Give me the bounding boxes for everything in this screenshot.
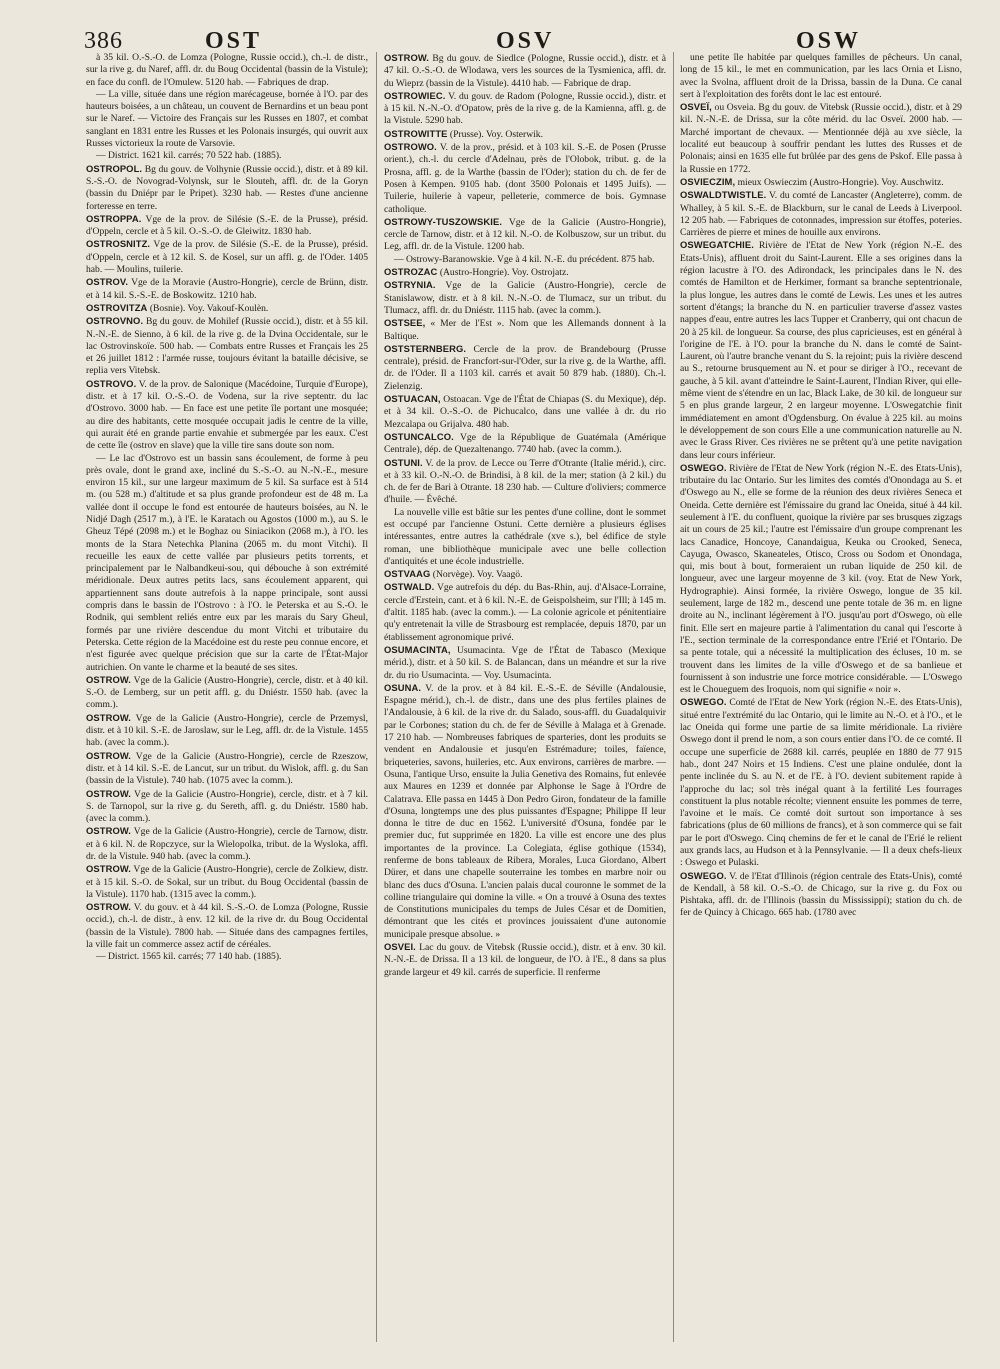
entry-text: Vge de la Galicie (Austro-Hongrie), cercle de Przemysl, distr. et à 10 kil. S.-E. de Jaroslaw, sur le Leg, affl. dr. de la Vistule. 1455 hab. (avec la comm.). [86, 712, 368, 749]
dictionary-entry [384, 254, 666, 266]
entry-text: — District. 1621 kil. carrés; 70 522 hab. (1885). [96, 150, 282, 162]
entry-text: Ostoacan. Vge de l'État de Chiapas (S. du Mexique), dép. et à 34 kil. O.-S.-O. de Pichucalco, dans une vallée à dr. du rio Mezcalapa ou Grijalva. 480 hab. [384, 394, 666, 430]
dictionary-entry [86, 52, 368, 89]
entry-headword: OSTROPPA. [86, 212, 142, 224]
entry-text: V. du gouv. de Radom (Pologne, Russie occid.), distr. et à 15 kil. N.-N.-O. d'Opatow, près de la rive g. de la Kamienna, affl. g. de la Vistule. 5290 hab. [384, 90, 666, 127]
entry-text: V. du comté de Lancaster (Angleterre), comm. de Whalley, à 5 kil. S.-E. de Blackburn, sur le canal de Leeds à Liverpool. 12 205 hab. — Fabriques de cotonnades, impression sur étoffes, poteries. Carrières de pierre et mines de houille aux environs. [680, 190, 962, 239]
entry-headword: OSTROPOL. [86, 162, 143, 174]
entry-text: V. du gouv. et à 44 kil. S.-S.-O. de Lomza (Pologne, Russie occid.), ch.-l. de distr., à env. 12 kil. de la rive dr. du Boug Occidental (bassin de la Vistule). 7800 hab. — Située dans des campagnes fertiles, la ville fait un commerce assez actif de céréales. [86, 902, 368, 951]
entry-headword: OSWEGO. [680, 869, 727, 881]
entry-headword: OSVIECZIM, [680, 175, 736, 187]
entry-headword: OSTROVNO. [86, 315, 144, 327]
entry-headword: OSTROWIEC. [384, 89, 446, 101]
entry-text: (Norvège). Voy. Vaagö. [432, 569, 523, 581]
dictionary-entry [680, 176, 962, 189]
dictionary-entry [86, 238, 368, 276]
dictionary-entry [680, 239, 962, 461]
entry-headword: OSTROWO. [384, 141, 437, 153]
entry-text: V. de l'Etat d'Illinois (région centrale des Etats-Unis), comté de Kendall, à 58 kil. O.-S.-O. de Chicago, sur la rive g. du Fox ou Pishtaka, affl. dr. de l'Illinois (bassin du Mississippi); station du ch. de fer de Quincy à Chicago. 665 hab. (1780 avec [680, 870, 962, 919]
entry-text: Lac du gouv. de Vitebsk (Russie occid.), distr. et à env. 30 kil. N.-N.-E. de Drissa. Il a 13 kil. de longueur, de l'O. à l'E., 8 dans sa plus grande largeur et 49 kil. carrés de superficie. Il renferme [384, 942, 666, 978]
entry-headword: OSWALDTWISTLE. [680, 189, 767, 201]
entry-text: Bg du gouv. de Volhynie (Russie occid.), distr. et à 89 kil. S.-S.-O. de Novograd-Volynsk, sur le Slouteh, affl. dr. de la Goryn (bassin du Dniépr par le Pripet). 3230 hab. — Restes d'une ancienne forteresse en terre. [86, 163, 368, 212]
entry-text: Comté de l'Etat de New York (région N.-E. des Etats-Unis), situé entre l'extrémité du lac Ontario, qui le limite au N.-O. et à l'O., et le lac Oneida qui forme une partie de sa limite méridionale. La rivière Oswego dont il prend le nom, a son cours entier dans l'O. de ce comté. Il occupe une superficie de 2688 kil. carrés, peuplée en 1880 de 77 915 hab., dont 247 Noirs et 15 Indiens. C'est une plaine ondulée, dont la pente inclinée du S. au N. et de l'E. à l'O. devient subitement rapide à l'approche du lac; sol très inégal quant à la fertilité Les fourrages constituent la plus notable récolte; viennent ensuite les pommes de terre, l'avoine et le maïs. Ce comté doit surtout son importance à ses fabrications (plus de 60 millions de francs), et à son commerce qui se fait par le port d'Oswego. Cinq chemins de fer et le canal de l'Erié le relient aux grands lacs, au Hudson et à la Pennsylvanie. — Il a deux chefs-lieux : Oswego et Pulaski. [680, 697, 962, 869]
entry-headword: OSTROW. [86, 711, 131, 723]
running-head-right: OSW [796, 28, 862, 54]
dictionary-entry [86, 378, 368, 453]
dictionary-entry [86, 674, 368, 712]
entry-text: Usumacinta. Vge de l'État de Tabasco (Mexique mérid.), distr. et à 50 kil. S. de Balancan, dans un méandre et sur la rive dr. du rio Usumacinta. — Voy. Usumacinta. [384, 644, 666, 681]
column-right [680, 52, 962, 1352]
entry-text: Vge de la prov. de Silésie (S.-E. de la Prusse), présid. d'Oppeln, cercle et à 12 kil. S. de Kosel, sur un affl. g. de l'Oder. 1405 hab. — Moulins, tuilerie. [86, 239, 368, 276]
entry-headword: OSTROW. [384, 52, 429, 63]
entry-headword: OSTROSNITZ. [86, 238, 151, 250]
entry-headword: OSTSTERNBERG. [384, 342, 467, 354]
entry-text: Bg du gouv. de Siedlce (Pologne, Russie occid.), distr. et à 47 kil. O.-S.-O. de Wlodawa, vers les sources de la Tysmienica, affl. dr. du Wieprz (bassin de la Vistule). 4410 hab. — Fabrique de drap. [384, 53, 666, 89]
entry-headword: OSTROWITTE [384, 127, 448, 139]
entry-headword: OSTSEE, [384, 317, 426, 329]
entry-headword: OSTROW. [86, 673, 131, 685]
entry-text: — District. 1565 kil. carrés; 77 140 hab. (1885). [96, 951, 282, 963]
entry-headword: OSWEGO. [680, 461, 727, 473]
page-number: 386 [84, 28, 123, 54]
dictionary-entry [384, 431, 666, 457]
dictionary-entry [680, 696, 962, 869]
entry-text: Vge autrefois du dép. du Bas-Rhin, auj. d'Alsace-Lorraine, cercle d'Erstein, cant. et à 6 kil. N.-E. de Geispolsheim, sur l'Ill; à 145 m. d'altit. 1185 hab. (avec la comm.). — La colonie agricole et pénitentiaire qu'y entretenait la ville de Strasbourg est remplacée, depuis 1870, par un établissement agronomique privé. [384, 582, 666, 643]
entry-headword: OSUMACINTA, [384, 643, 451, 655]
entry-headword: OSWEGATCHIE. [680, 239, 754, 251]
entry-headword: OSTROZAC [384, 266, 438, 278]
dictionary-entry [86, 302, 368, 315]
dictionary-entry [384, 507, 666, 568]
entry-text: Vge de la Galicie (Austro-Hongrie), cercle de Tarnow, distr. et à 12 kil. N.-O. de Kolbuszow, sur un tribut. du Leg, affl. dr. de la Vistule. 1200 hab. [384, 216, 666, 253]
dictionary-entry [384, 941, 666, 979]
dictionary-entry [86, 213, 368, 239]
dictionary-entry [384, 644, 666, 682]
entry-text: — Le lac d'Ostrovo est un bassin sans écoulement, de forme à peu près ovale, dont le grand axe, incliné du S.-S.-O. au N.-N.-E., mesure environ 15 kil., sur une largeur maximum de 5 kil. Sa surface est à 514 m. (ou 528 m.) d'altitude et sa plus grande profondeur est de 48 m. La vallée dont il occupe le fond est entourée de hauteurs boisées, au N. le Nidjé Dagh (2517 m.), à l'E. le Karatach ou Agostos (1000 m.), au S. le Gheuz Tépé (2098 m.) et le Boghaz ou Siniacikon (2068 m.), à l'O. les monts de la Stara Netechka Planina (2065 m. du mont Vitchi). Il recueille les eaux de cette vallée par plusieurs petits torrents, et principalement par le Nalbandkeui-sou, qui débouche à son extrémité méridionale. Deux autres petits lacs, sans écoulement apparent, qui appartiennent sans doute autrefois à la nappe principale, sont aussi compris dans le bassin de l'Ostrovo : à l'O. le Peterska et au S.-O. le Rodnik, qui semblent reliés entre eux par les marais du Sary Gheul, formés par une rivière descendue du mont Vitchi et tributaire du Peterska. Cette région de la Macédoine est du reste peu connue encore, et n'est figurée avec quelque précision que sur la carte de l'État-Major autrichien. On vante le charme et la beauté de ses sites. [86, 452, 368, 673]
entry-text: Vge de la Galicie (Austro-Hongrie), cercle de Tarnow, distr. et à 6 kil. N. de Ropczyce, sur la Wielopolka, tribut. de la Wysloka, affl. dr. de la Vistule. 940 hab. (avec la comm.). [86, 826, 368, 862]
dictionary-entry [384, 141, 666, 216]
entry-headword: OSTWALD. [384, 581, 435, 593]
dictionary-entry [86, 150, 368, 162]
entry-text: une petite île habitée par quelques familles de pêcheurs. Un canal, long de 15 kil., le met en communication, par les lacs Ornia et Lisno, avec la Svolna, affluent droit de la Drissa, bassin de la Duna. Ce canal sert à l'exploitation des forêts dont le lac est entouré. [680, 52, 962, 100]
dictionary-entry [384, 457, 666, 507]
entry-text: Bg du gouv. de Mohilef (Russie occid.), distr. et à 55 kil. N.-N.-E. de Sienno, à 6 kil. de la rive g. de la Dvina Occidentale, sur le lac Ostrovinskoïe. 500 hab. — Combats entre Russes et Français les 25 et 26 juillet 1812 : l'armée russe, toujours évitant la bataille décisive, se replia vers Vitebsk. [86, 316, 368, 377]
entry-headword: OSTROVITZA [86, 301, 148, 313]
dictionary-entry [384, 279, 666, 317]
entry-text: Vge de la prov. de Silésie (S.-E. de la Prusse), présid. d'Oppeln, cercle et à 5 kil. O.-S.-O. de Gleiwitz. 1830 hab. [86, 213, 368, 238]
entry-text: Cercle de la prov. de Brandebourg (Prusse centrale), présid. de Francfort-sur-l'Oder, sur la rive g. de la Warthe, affl. dr. de l'Oder. Il a 1103 kil. carrés et avait 50 879 hab. (1880). Ch.-l. Zielenzig. [384, 343, 666, 392]
entry-headword: OSTRYNIA. [384, 279, 436, 291]
dictionary-entry [680, 189, 962, 239]
dictionary-entry [86, 276, 368, 302]
dictionary-entry [86, 951, 368, 963]
dictionary-entry [86, 901, 368, 951]
entry-headword: OSUNA. [384, 681, 422, 693]
dictionary-entry [86, 163, 368, 213]
entry-headword: OSTROW. [86, 825, 131, 837]
entry-headword: OSTUACAN, [384, 393, 441, 405]
dictionary-entry [86, 825, 368, 863]
entry-text: Vge de la Galicie (Austro-Hongrie), cercle de Zolkiew, distr. et à 15 kil. S.-O. de Sokal, sur un tribut. du Boug Occidental (bassin de la Vistule). 1170 hab. (1315 avec la comm.). [86, 864, 368, 900]
entry-text: V. de la prov. et à 84 kil. E.-S.-E. de Séville (Andalousie, Espagne mérid.), ch.-l. de distr., dans une des plus fertiles plaines de l'Andalousie, à 6 kil. de la rive dr. du Salado, sous-affl. du Guadalquivir par le Corbones; station du ch. de fer de Séville à Malaga et à Grenade. 17 210 hab. — Nombreuses fabriques de sparteries, dont les produits se vendent en Andalousie et jusqu'en Estrémadure; toiles, faïence, briqueteries, savons, huileries, etc. Aux environs, carrières de marbre. — Osuna, l'antique Urso, ensuite la Julia Genetiva des Romains, fut enlevée aux Maures en 1239 et donnée par Alphonse le Sage à l'Ordre de Calatrava. Elle passa en 1445 à Don Pedro Giron, fondateur de la famille d'Osuna, longtemps une des plus puissantes d'Espagne; Philippe II leur donna le titre de duc en 1562. L'université d'Osuna, fondée par le premier duc, fut supprimée en 1820. La ville est encore une des plus importantes de la province. La Colegiata, église gothique (1534), renferme de bons tableaux de Ribera, Morales, Luca Giordano, Albert Dürer, et dans une chapelle souterraine les tombes en marbre noir ou blanc des ducs d'Osuna. L'ancien palais ducal couronne le sommet de la colline triangulaire qui domine la ville. « On a trouvé à Osuna des textes de Constitutions municipales du temps de Jules César et de Domitien, démontrant que les cités et provinces jouissaient d'une autonomie municipale presque absolue. » [384, 682, 666, 940]
dictionary-entry [86, 315, 368, 377]
dictionary-entry [86, 788, 368, 826]
entry-text: (Austro-Hongrie). Voy. Ostrojatz. [439, 267, 569, 279]
entry-text: V. de la prov. de Salonique (Macédoine, Turquie d'Europe), distr. et à 17 kil. O.-S.-O. de Vodena, sur la rive septentr. du lac d'Ostrovo. 3000 hab. — En face est une petite île portant une mosquée; au dire des habitants, cette mosquée occupait jadis le centre de la ville, qui aurait été en grande partie envahie et submergée par les eaux. C'est de cette île (ostrov en slave) que la ville tire sans doute son nom. [86, 378, 368, 452]
entry-text: Vge de la République de Guatémala (Amérique Centrale), dép. de Quezaltenango. 7740 hab. (avec la comm.). [384, 431, 666, 456]
dictionary-entry [680, 870, 962, 920]
entry-headword: OSTVAAG [384, 568, 431, 580]
entry-headword: OSVEI. [384, 941, 416, 953]
entry-text: (Prusse). Voy. Osterwik. [449, 128, 543, 140]
dictionary-entry [86, 712, 368, 750]
dictionary-entry [86, 453, 368, 674]
entry-text: ou Osveia. Bg du gouv. de Vitebsk (Russie occid.), distr. et à 29 kil. N.-N.-E. de Drissa, sur la côte mérid. du lac Osveï. 2000 hab. — Marché important de chevaux. — Mentionnée déjà au xve siècle, la localité eut beaucoup à souffrir pendant les luttes des Russes et de Polonais; ainsi en 1635 elle fut brûlée par des gens de Pskof. Elle passa à la Russie en 1772. [680, 102, 962, 175]
dictionary-entry [384, 343, 666, 393]
column-divider [376, 52, 377, 1342]
entry-headword: OSTROW. [86, 901, 131, 913]
entry-headword: OSTROW. [86, 787, 131, 799]
dictionary-entry [384, 581, 666, 643]
entry-headword: OSTUNI. [384, 456, 423, 468]
entry-text: Vge de la Galicie (Austro-Hongrie), cercle de Rzeszow, distr. et à 14 kil. S.-E. de Lancut, sur un tribut. du Wislok, affl. g. du San (bassin de la Vistule). 740 hab. (1075 avec la comm.). [86, 750, 368, 787]
entry-headword: OSTROWY-TUSZOWSKIE. [384, 215, 503, 227]
entry-text: Vge de la Galicie (Austro-Hongrie), cercle, distr. et à 40 kil. S.-O. de Lemberg, sur un petit affl. g. du Dniéstr. 1550 hab. (avec la comm.). [86, 674, 368, 711]
column-left [86, 52, 368, 1352]
dictionary-entry [384, 90, 666, 128]
dictionary-entry [86, 89, 368, 150]
dictionary-entry [680, 52, 962, 101]
entry-text: Vge de la Galicie (Austro-Hongrie), cercle, distr. et à 7 kil. S. de Tarnopol, sur la rive g. du Sereth, affl. g. du Dniéstr. 1580 hab. (avec la comm.). [86, 788, 368, 825]
dictionary-entry [384, 52, 666, 90]
entry-headword: OSWEGO. [680, 696, 727, 708]
entry-headword: OSTUNCALCO. [384, 430, 454, 442]
running-head-center: OSV [496, 28, 555, 54]
entry-headword: OSTROVO. [86, 377, 137, 389]
dictionary-entry [384, 682, 666, 941]
entry-text: Rivière de l'Etat de New York (région N.-E. des Etats-Unis), affluent droit du Saint-Laurent. Elle a ses origines dans la région lacustre à l'O. des Adirondack, les principales dans le N. des comtés de Hamilton et de Herkimer, formant sa branche septentrionale, la plus longue, les autres dans le comté de Lewis. Les unes et les autres sortent d'étangs; la branche du N. en particulier traverse d'assez vastes nappes d'eau, entre autres les lacs Tupper et Cranberry, qui ont chacun de 20 à 25 kil. de longueur. Sa course, des plus capricieuses, est en général à l'origine de l'E. à l'O. pour la branche du N. dans le comté de Saint-Laurent, où l'autre branche venant du S. la rejoint; puis la rivière descend au S., retourne brusquement au N. et pour se diriger à l'O., recevant de gauche, à 5 kil. avant d'atteindre le Saint-Laurent, l'Indian River, qui elle-même vient de s'étendre en un lac, Black Lake, de 30 kil. de longueur sur 5 en plus grande largeur, 2 en largeur moyenne. L'Oswegatchie finit immédiatement en amont d'Ogdensburg. On évalue à 225 kil. au moins le développement de son cours Elle a une communication naturelle au N. avec le Grass River. Ces rivières ne se prêtent qu'à une petite navigation dans leur cours inférieur. [680, 240, 962, 461]
dictionary-entry [384, 317, 666, 343]
entry-headword: OSVEÏ, [680, 101, 712, 113]
entry-text: V. de la prov. de Lecce ou Terre d'Otrante (Italie mérid.), circ. et à 33 kil. O.-N.-O. de Brindisi, à 8 kil. de la mer; station (à 2 kil.) du ch. de fer de Bari à Otrante. 18 230 hab. — Culture d'oliviers; commerce d'huile. — Évêché. [384, 457, 666, 506]
entry-headword: OSTROV. [86, 276, 129, 288]
dictionary-entry [384, 393, 666, 431]
dictionary-entry [86, 863, 368, 901]
entry-text: — La ville, située dans une région marécageuse, bornée à l'O. par des hauteurs boisées, a un château, un couvent de Bernardins et un beau pont sur le Naref. — Victoire des Français sur les Russes en 1807, et combat sanglant en 1831 entre les Russes et les Polonais insurgés, qui ouvrit aux Russes victorieux la route de Varsovie. [86, 88, 368, 150]
entry-text: mieux Oswieczim (Austro-Hongrie). Voy. Auschwitz. [737, 176, 944, 188]
entry-text: V. de la prov., présid. et à 103 kil. S.-E. de Posen (Prusse orient.), ch.-l. du cercle d'Adelnau, près de l'Olobok, tribut. g. de la Prosna, affl. g. de la Warthe (bassin de l'Oder); station du ch. de fer de Posen à Kempen. 9105 hab. (dont 3500 Polonais et 1495 Juifs). — Tuilerie, huilerie à vapeur, pelleterie, commerce de bois. Gymnase catholique. [384, 142, 666, 215]
entry-text: à 35 kil. O.-S.-O. de Lomza (Pologne, Russie occid.), ch.-l. de distr., sur la rive g. du Naref, affl. dr. du Boug Occidental (bassin de la Vistule); en face du confl. de l'Omulew. 5120 hab. — Fabriques de drap. [86, 52, 368, 88]
dictionary-entry [86, 750, 368, 788]
dictionary-entry [384, 266, 666, 279]
running-head-left: OST [205, 28, 263, 54]
dictionary-entry [680, 462, 962, 697]
entry-headword: OSTROW. [86, 863, 131, 875]
entry-text: Vge de la Moravie (Austro-Hongrie), cercle de Brünn, distr. et à 14 kil. S.-S.-E. de Boskowitz. 1210 hab. [86, 277, 368, 301]
entry-text: (Bosnie). Voy. Vakouf-Koulèn. [149, 302, 269, 314]
column-divider [673, 52, 674, 1342]
column-middle [384, 52, 666, 1352]
dictionary-entry [384, 216, 666, 254]
entry-headword: OSTROW. [86, 749, 131, 761]
dictionary-entry [680, 101, 962, 176]
entry-text: « Mer de l'Est ». Nom que les Allemands donnent à la Baltique. [384, 318, 666, 342]
dictionary-entry [384, 568, 666, 581]
entry-text: Rivière de l'Etat de New York (région N.-E. des Etats-Unis), tributaire du lac Ontario. Sur les limites des comtés d'Onondaga au S. et d'Oswego au N., elle se forme de la réunion des deux rivières Seneca et Oneida. Cette dernière est l'émissaire du grand lac Oneida, situé à 44 kil. seulement à l'E. du confluent, quoique la rivière par ses brusques zigzags ait un cours de 25 kil.; l'autre est l'émissaire d'un groupe comprenant les lacs Canadice, Honcoye, Canandaigua, Keuka ou Crooked, Seneca, Cayuga, Owasco, Skaneateles, Otisco, Cross ou Sodom et Onondaga, qui, mis bout à bout, formeraient un ruban liquide de 250 kil. de longueur, avec une largeur moyenne de 3 kil. (voy. Etat de New York, Hydrographie). Ainsi formée, la rivière Oswego, longue de 35 kil. seulement, large de 182 m., descend une pente totale de 36 m. en ligne droite au N., inclinant légèrement à l'O. jusqu'au port d'Oswego, où elle finit. Elle sert en majeure partie à l'alimentation du canal qui l'escorte à l'E., section terminale de la correspondance entre l'Erié et l'Ontario. De sa pente totale, qui a nécessité la multiplication des écluses, 10 m. se trouvent dans les limites de la ville d'Oswego et de sa banlieue et fournissent à son industrie une force motrice considérable. — L'Oswego est le Choueguem des Iroquois, nom qui signifie « noir ». [680, 462, 962, 696]
dictionary-entry [384, 128, 666, 141]
entry-text: La nouvelle ville est bâtie sur les pentes d'une colline, dont le sommet est occupé par l'ancienne Ostuni. Cette dernière a plusieurs églises intéressantes, entre autres la cathédrale (xve s.), bel édifice de style roman, une bibliothèque municipale avec une belle collection d'antiquités et une école industrielle. [384, 506, 666, 567]
entry-text: — Ostrowy-Baranowskie. Vge à 4 kil. N.-E. du précédent. 875 hab. [394, 253, 655, 265]
entry-text: Vge de la Galicie (Austro-Hongrie), cercle de Stanislawow, distr. et à 8 kil. N.-N.-O. de Tlumacz, sur un tribut. du Tlumacz, affl. dr. du Dniéstr. 1115 hab. (avec la comm.). [384, 280, 666, 316]
